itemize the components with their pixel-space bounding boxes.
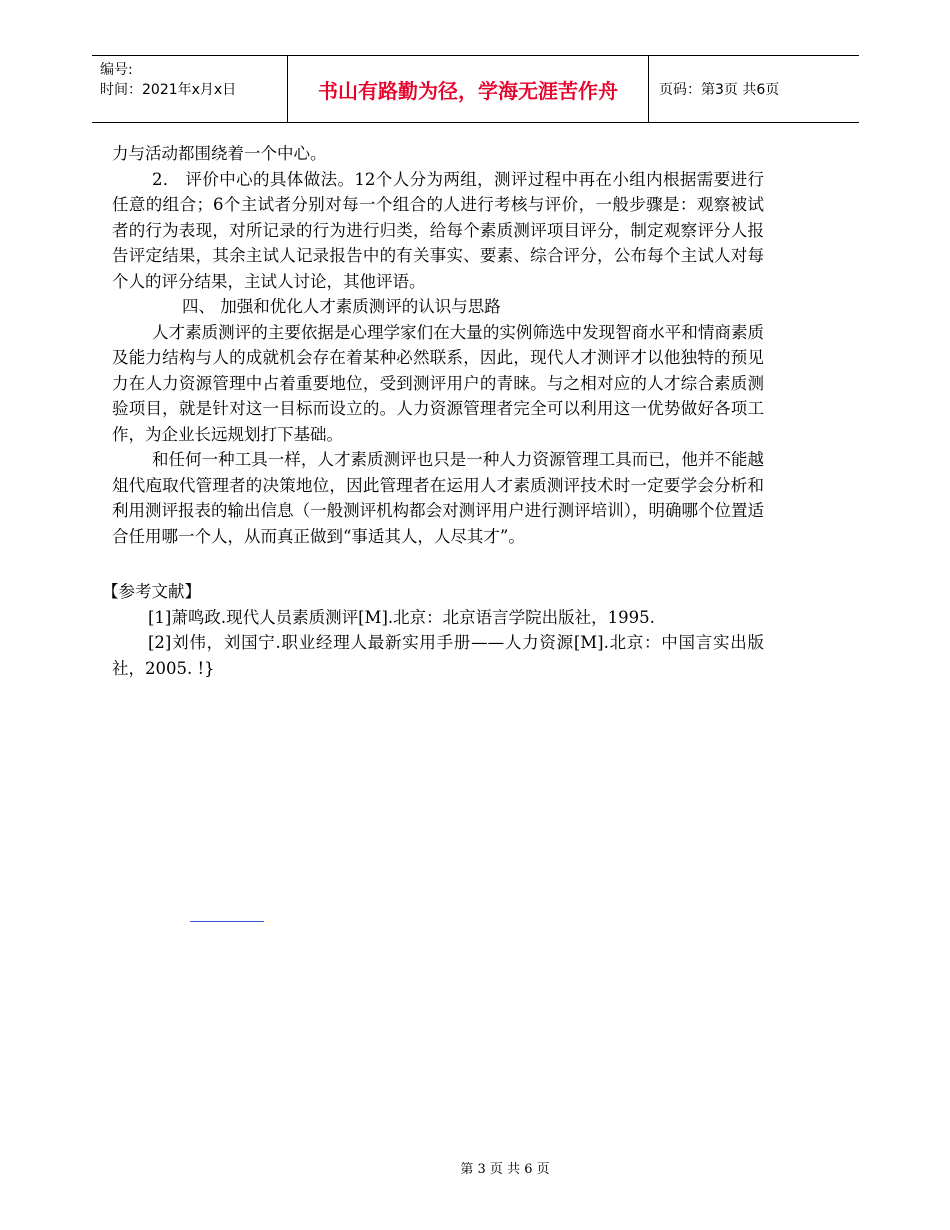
document-body	[102, 141, 764, 681]
header-number-label: 编号:	[100, 62, 133, 78]
page-header	[92, 55, 859, 123]
paragraph-tool: 和任何一种工具一样，人才素质测评也只是一种人力资源管理工具而已，他并不能越俎代庖取代管理者的决策地位，因此管理者在运用人才素质测评技术时一定要学会分析和利用测评报表的输出信息（一般测评机构都会对测评用户进行测评培训），明确哪个位置适合任用哪一个人，从而真正做到“事适其人，人尽其才”。	[112, 450, 764, 546]
reference-item: [1]萧鸣政.现代人员素质测评[M].北京：北京语言学院出版社，1995.	[148, 607, 655, 627]
spacer	[112, 549, 764, 579]
paragraph-basis: 人才素质测评的主要依据是心理学家们在大量的实例筛选中发现智商水平和情商素质及能力结构与人的成就机会存在着某种必然联系，因此，现代人才测评才以他独特的预见力在人力资源管理中占着重要地位，受到测评用户的青睐。与之相对应的人才综合素质测验项目，就是针对这一目标而设立的。人力资源管理者完全可以利用这一优势做好各项工作，为企业长远规划打下基础。	[112, 322, 764, 444]
section-heading: 四、 加强和优化人才素质测评的认识与思路	[182, 297, 501, 316]
link-underline[interactable]	[190, 921, 264, 922]
header-meta	[92, 56, 287, 122]
references-title: 【参考文献】	[102, 582, 201, 601]
header-page-info: 页码：第3页 共6页	[659, 82, 780, 98]
header-time-label: 时间：2021年x月x日	[100, 82, 237, 98]
paragraph-assessment-method: 2． 评价中心的具体做法。12个人分为两组，测评过程中再在小组内根据需要进行任意的组合；6个主试者分别对每一个组合的人进行考核与评价，一般步骤是：观察被试者的行为表现，对所记录的行为进行归类，给每个素质测评项目评分，制定观察评分人报告评定结果，其余主试人记录报告中的有关事实、要素、综合评分，公布每个主试人对每个人的评分结果，主试人讨论，其他评语。	[112, 169, 764, 291]
reference-item: [2]刘伟，刘国宁.职业经理人最新实用手册——人力资源[M].北京：中国言实出版社，2005. !}	[112, 633, 764, 678]
paragraph-continuation: 力与活动都围绕着一个中心。	[112, 144, 327, 163]
header-motto: 书山有路勤为径，学海无涯苦作舟	[287, 56, 649, 122]
page-footer: 第 3 页 共 6 页	[460, 1162, 550, 1177]
